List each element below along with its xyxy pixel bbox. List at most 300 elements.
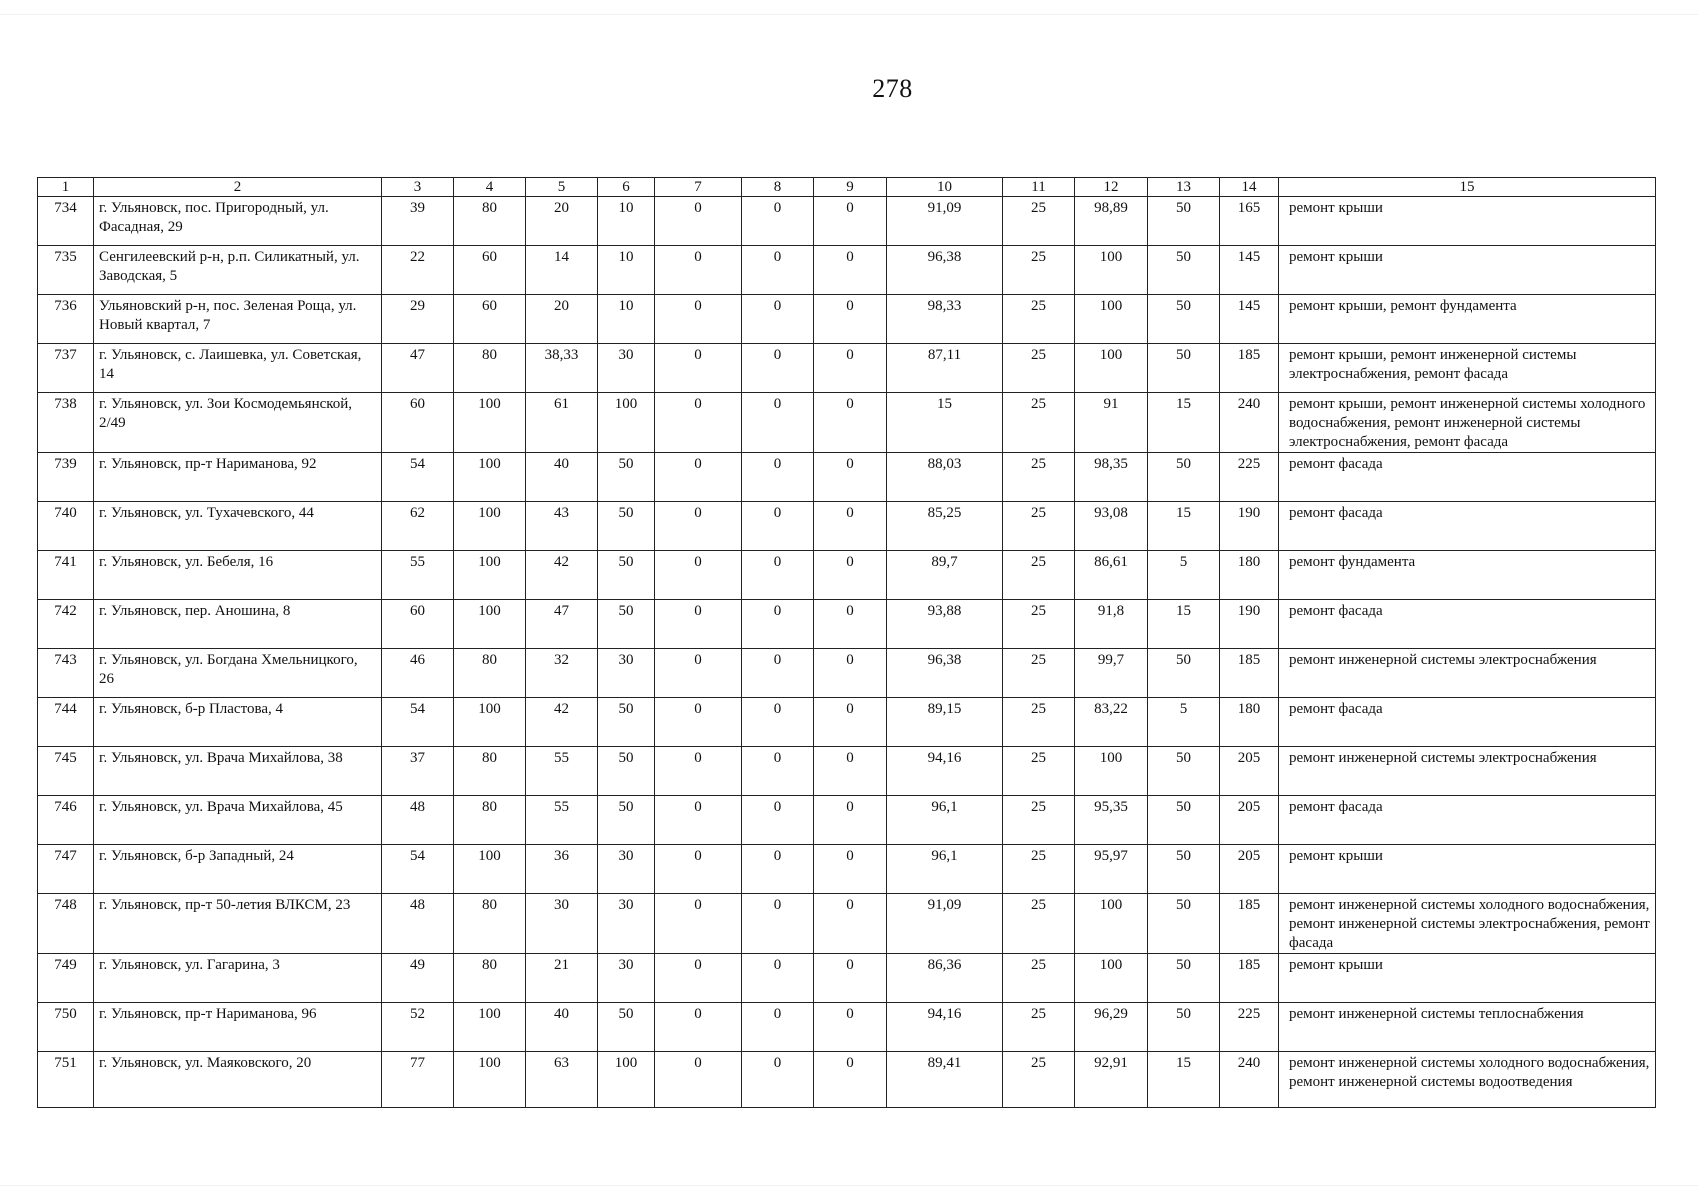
- value-cell: 46: [382, 649, 454, 698]
- value-cell: 94,16: [887, 1003, 1003, 1052]
- row-number-cell: 743: [38, 649, 94, 698]
- value-cell: 10: [598, 246, 655, 295]
- value-cell: 0: [655, 894, 742, 954]
- table-row: [38, 1052, 1656, 1108]
- value-cell: 0: [655, 197, 742, 246]
- value-cell: 5: [1148, 698, 1220, 747]
- value-cell: 30: [526, 894, 598, 954]
- column-header-9: 9: [814, 178, 887, 197]
- work-type-cell: ремонт крыши, ремонт фундамента: [1279, 295, 1656, 344]
- value-cell: 83,22: [1075, 698, 1148, 747]
- row-number-cell: 742: [38, 600, 94, 649]
- value-cell: 50: [1148, 954, 1220, 1003]
- value-cell: 100: [454, 502, 526, 551]
- value-cell: 38,33: [526, 344, 598, 393]
- value-cell: 39: [382, 197, 454, 246]
- value-cell: 15: [1148, 1052, 1220, 1108]
- value-cell: 91: [1075, 393, 1148, 453]
- value-cell: 96,1: [887, 796, 1003, 845]
- value-cell: 30: [598, 954, 655, 1003]
- value-cell: 100: [1075, 246, 1148, 295]
- value-cell: 43: [526, 502, 598, 551]
- table-row: [38, 1003, 1656, 1052]
- work-type-cell: ремонт фасада: [1279, 698, 1656, 747]
- value-cell: 60: [454, 246, 526, 295]
- column-header-8: 8: [742, 178, 814, 197]
- total-cell: 225: [1220, 1003, 1279, 1052]
- value-cell: 0: [814, 344, 887, 393]
- value-cell: 0: [814, 747, 887, 796]
- value-cell: 20: [526, 197, 598, 246]
- table-row: [38, 649, 1656, 698]
- value-cell: 0: [814, 600, 887, 649]
- total-cell: 165: [1220, 197, 1279, 246]
- column-header-14: 14: [1220, 178, 1279, 197]
- value-cell: 0: [655, 246, 742, 295]
- table-row: [38, 954, 1656, 1003]
- value-cell: 55: [526, 796, 598, 845]
- value-cell: 63: [526, 1052, 598, 1108]
- value-cell: 95,35: [1075, 796, 1148, 845]
- value-cell: 55: [382, 551, 454, 600]
- value-cell: 0: [742, 393, 814, 453]
- column-header-3: 3: [382, 178, 454, 197]
- total-cell: 185: [1220, 894, 1279, 954]
- value-cell: 29: [382, 295, 454, 344]
- address-cell: г. Ульяновск, пр-т Нариманова, 92: [94, 453, 382, 502]
- table-row: [38, 246, 1656, 295]
- total-cell: 145: [1220, 246, 1279, 295]
- value-cell: 0: [814, 698, 887, 747]
- value-cell: 50: [598, 600, 655, 649]
- total-cell: 190: [1220, 502, 1279, 551]
- value-cell: 54: [382, 453, 454, 502]
- row-number-cell: 736: [38, 295, 94, 344]
- value-cell: 0: [655, 698, 742, 747]
- value-cell: 25: [1003, 295, 1075, 344]
- value-cell: 50: [1148, 845, 1220, 894]
- value-cell: 10: [598, 295, 655, 344]
- work-type-cell: ремонт крыши: [1279, 246, 1656, 295]
- value-cell: 25: [1003, 600, 1075, 649]
- total-cell: 180: [1220, 551, 1279, 600]
- value-cell: 50: [1148, 649, 1220, 698]
- value-cell: 50: [598, 1003, 655, 1052]
- work-type-cell: ремонт фасада: [1279, 453, 1656, 502]
- value-cell: 100: [454, 1052, 526, 1108]
- column-number-row: [38, 178, 1656, 197]
- work-type-cell: ремонт крыши, ремонт инженерной системы электроснабжения, ремонт фасада: [1279, 344, 1656, 393]
- value-cell: 36: [526, 845, 598, 894]
- value-cell: 0: [814, 1052, 887, 1108]
- row-number-cell: 739: [38, 453, 94, 502]
- value-cell: 48: [382, 796, 454, 845]
- value-cell: 22: [382, 246, 454, 295]
- value-cell: 25: [1003, 747, 1075, 796]
- value-cell: 0: [742, 246, 814, 295]
- value-cell: 50: [1148, 747, 1220, 796]
- value-cell: 15: [887, 393, 1003, 453]
- table-row: [38, 796, 1656, 845]
- value-cell: 0: [655, 600, 742, 649]
- value-cell: 42: [526, 698, 598, 747]
- value-cell: 25: [1003, 246, 1075, 295]
- value-cell: 77: [382, 1052, 454, 1108]
- value-cell: 0: [742, 502, 814, 551]
- value-cell: 60: [382, 600, 454, 649]
- value-cell: 21: [526, 954, 598, 1003]
- value-cell: 100: [598, 393, 655, 453]
- value-cell: 0: [742, 1052, 814, 1108]
- value-cell: 25: [1003, 393, 1075, 453]
- row-number-cell: 741: [38, 551, 94, 600]
- column-header-2: 2: [94, 178, 382, 197]
- value-cell: 98,35: [1075, 453, 1148, 502]
- value-cell: 100: [598, 1052, 655, 1108]
- value-cell: 100: [1075, 894, 1148, 954]
- address-cell: г. Ульяновск, ул. Тухачевского, 44: [94, 502, 382, 551]
- total-cell: 180: [1220, 698, 1279, 747]
- value-cell: 91,09: [887, 197, 1003, 246]
- value-cell: 25: [1003, 796, 1075, 845]
- value-cell: 54: [382, 698, 454, 747]
- row-number-cell: 747: [38, 845, 94, 894]
- total-cell: 190: [1220, 600, 1279, 649]
- value-cell: 54: [382, 845, 454, 894]
- value-cell: 30: [598, 649, 655, 698]
- row-number-cell: 748: [38, 894, 94, 954]
- value-cell: 0: [742, 698, 814, 747]
- value-cell: 80: [454, 344, 526, 393]
- row-number-cell: 740: [38, 502, 94, 551]
- row-number-cell: 735: [38, 246, 94, 295]
- value-cell: 50: [598, 453, 655, 502]
- value-cell: 50: [1148, 894, 1220, 954]
- work-type-cell: ремонт крыши: [1279, 845, 1656, 894]
- value-cell: 0: [814, 845, 887, 894]
- value-cell: 100: [1075, 747, 1148, 796]
- value-cell: 0: [742, 453, 814, 502]
- value-cell: 20: [526, 295, 598, 344]
- value-cell: 0: [655, 295, 742, 344]
- value-cell: 37: [382, 747, 454, 796]
- value-cell: 25: [1003, 1003, 1075, 1052]
- value-cell: 15: [1148, 600, 1220, 649]
- value-cell: 0: [655, 393, 742, 453]
- value-cell: 93,08: [1075, 502, 1148, 551]
- value-cell: 50: [598, 747, 655, 796]
- value-cell: 15: [1148, 502, 1220, 551]
- address-cell: г. Ульяновск, ул. Богдана Хмельницкого, 26: [94, 649, 382, 698]
- value-cell: 0: [655, 502, 742, 551]
- scan-noise-top: [0, 14, 1698, 15]
- scan-noise-bottom: [0, 1185, 1698, 1186]
- column-header-11: 11: [1003, 178, 1075, 197]
- value-cell: 42: [526, 551, 598, 600]
- row-number-cell: 746: [38, 796, 94, 845]
- value-cell: 98,89: [1075, 197, 1148, 246]
- value-cell: 96,38: [887, 246, 1003, 295]
- value-cell: 0: [742, 796, 814, 845]
- value-cell: 25: [1003, 845, 1075, 894]
- table-row: [38, 453, 1656, 502]
- value-cell: 50: [598, 796, 655, 845]
- value-cell: 0: [742, 197, 814, 246]
- value-cell: 30: [598, 344, 655, 393]
- work-type-cell: ремонт инженерной системы электроснабжения: [1279, 649, 1656, 698]
- value-cell: 0: [742, 344, 814, 393]
- value-cell: 93,88: [887, 600, 1003, 649]
- total-cell: 205: [1220, 796, 1279, 845]
- value-cell: 25: [1003, 954, 1075, 1003]
- value-cell: 25: [1003, 197, 1075, 246]
- column-header-12: 12: [1075, 178, 1148, 197]
- value-cell: 0: [742, 551, 814, 600]
- value-cell: 50: [1148, 246, 1220, 295]
- row-number-cell: 749: [38, 954, 94, 1003]
- value-cell: 100: [454, 1003, 526, 1052]
- address-cell: г. Ульяновск, с. Лаишевка, ул. Советская, 14: [94, 344, 382, 393]
- column-header-10: 10: [887, 178, 1003, 197]
- page-number: 278: [872, 74, 913, 103]
- address-cell: г. Ульяновск, ул. Бебеля, 16: [94, 551, 382, 600]
- table-row: [38, 344, 1656, 393]
- value-cell: 80: [454, 197, 526, 246]
- address-cell: г. Ульяновск, пос. Пригородный, ул. Фасадная, 29: [94, 197, 382, 246]
- value-cell: 25: [1003, 894, 1075, 954]
- total-cell: 185: [1220, 954, 1279, 1003]
- work-type-cell: ремонт инженерной системы теплоснабжения: [1279, 1003, 1656, 1052]
- value-cell: 85,25: [887, 502, 1003, 551]
- value-cell: 98,33: [887, 295, 1003, 344]
- value-cell: 50: [1148, 344, 1220, 393]
- value-cell: 91,8: [1075, 600, 1148, 649]
- table-row: [38, 747, 1656, 796]
- value-cell: 50: [1148, 453, 1220, 502]
- value-cell: 80: [454, 954, 526, 1003]
- value-cell: 80: [454, 649, 526, 698]
- value-cell: 25: [1003, 1052, 1075, 1108]
- value-cell: 0: [655, 1003, 742, 1052]
- column-header-13: 13: [1148, 178, 1220, 197]
- value-cell: 10: [598, 197, 655, 246]
- value-cell: 92,91: [1075, 1052, 1148, 1108]
- table-row: [38, 845, 1656, 894]
- value-cell: 55: [526, 747, 598, 796]
- value-cell: 0: [655, 747, 742, 796]
- work-type-cell: ремонт крыши: [1279, 197, 1656, 246]
- address-cell: г. Ульяновск, б-р Пластова, 4: [94, 698, 382, 747]
- value-cell: 0: [814, 954, 887, 1003]
- column-header-5: 5: [526, 178, 598, 197]
- value-cell: 80: [454, 747, 526, 796]
- value-cell: 100: [1075, 295, 1148, 344]
- total-cell: 205: [1220, 747, 1279, 796]
- value-cell: 25: [1003, 551, 1075, 600]
- total-cell: 185: [1220, 649, 1279, 698]
- value-cell: 0: [814, 796, 887, 845]
- column-header-15: 15: [1279, 178, 1656, 197]
- column-header-7: 7: [655, 178, 742, 197]
- work-type-cell: ремонт инженерной системы холодного водоснабжения, ремонт инженерной системы электроснабжения, ремонт фасада: [1279, 894, 1656, 954]
- value-cell: 91,09: [887, 894, 1003, 954]
- total-cell: 240: [1220, 393, 1279, 453]
- value-cell: 50: [1148, 295, 1220, 344]
- value-cell: 0: [814, 197, 887, 246]
- value-cell: 100: [454, 698, 526, 747]
- value-cell: 50: [598, 551, 655, 600]
- value-cell: 0: [814, 894, 887, 954]
- value-cell: 15: [1148, 393, 1220, 453]
- value-cell: 50: [598, 502, 655, 551]
- value-cell: 0: [655, 344, 742, 393]
- value-cell: 0: [814, 551, 887, 600]
- value-cell: 0: [655, 649, 742, 698]
- value-cell: 25: [1003, 502, 1075, 551]
- value-cell: 99,7: [1075, 649, 1148, 698]
- table-body: [38, 197, 1656, 1108]
- repair-table: [37, 177, 1656, 1108]
- value-cell: 86,61: [1075, 551, 1148, 600]
- value-cell: 60: [454, 295, 526, 344]
- value-cell: 0: [655, 845, 742, 894]
- value-cell: 96,38: [887, 649, 1003, 698]
- row-number-cell: 734: [38, 197, 94, 246]
- address-cell: г. Ульяновск, ул. Маяковского, 20: [94, 1052, 382, 1108]
- value-cell: 25: [1003, 649, 1075, 698]
- column-header-4: 4: [454, 178, 526, 197]
- value-cell: 0: [742, 1003, 814, 1052]
- value-cell: 0: [814, 295, 887, 344]
- value-cell: 30: [598, 894, 655, 954]
- row-number-cell: 744: [38, 698, 94, 747]
- value-cell: 50: [598, 698, 655, 747]
- value-cell: 32: [526, 649, 598, 698]
- total-cell: 225: [1220, 453, 1279, 502]
- value-cell: 100: [454, 600, 526, 649]
- work-type-cell: ремонт инженерной системы электроснабжения: [1279, 747, 1656, 796]
- value-cell: 0: [655, 796, 742, 845]
- total-cell: 145: [1220, 295, 1279, 344]
- value-cell: 100: [1075, 344, 1148, 393]
- row-number-cell: 745: [38, 747, 94, 796]
- table-row: [38, 393, 1656, 453]
- work-type-cell: ремонт крыши, ремонт инженерной системы холодного водоснабжения, ремонт инженерной системы электроснабжения, ремонт фасада: [1279, 393, 1656, 453]
- column-header-6: 6: [598, 178, 655, 197]
- value-cell: 50: [1148, 796, 1220, 845]
- value-cell: 0: [742, 649, 814, 698]
- value-cell: 89,15: [887, 698, 1003, 747]
- table-row: [38, 197, 1656, 246]
- row-number-cell: 751: [38, 1052, 94, 1108]
- value-cell: 0: [814, 453, 887, 502]
- value-cell: 0: [742, 747, 814, 796]
- value-cell: 0: [742, 845, 814, 894]
- value-cell: 88,03: [887, 453, 1003, 502]
- total-cell: 240: [1220, 1052, 1279, 1108]
- address-cell: г. Ульяновск, ул. Зои Космодемьянской, 2/49: [94, 393, 382, 453]
- address-cell: Сенгилеевский р-н, р.п. Силикатный, ул. Заводская, 5: [94, 246, 382, 295]
- value-cell: 25: [1003, 344, 1075, 393]
- row-number-cell: 737: [38, 344, 94, 393]
- value-cell: 0: [655, 453, 742, 502]
- value-cell: 5: [1148, 551, 1220, 600]
- table-row: [38, 551, 1656, 600]
- total-cell: 205: [1220, 845, 1279, 894]
- value-cell: 100: [454, 845, 526, 894]
- value-cell: 50: [1148, 1003, 1220, 1052]
- value-cell: 0: [814, 246, 887, 295]
- value-cell: 86,36: [887, 954, 1003, 1003]
- work-type-cell: ремонт фасада: [1279, 600, 1656, 649]
- address-cell: г. Ульяновск, б-р Западный, 24: [94, 845, 382, 894]
- table-header: [38, 178, 1656, 197]
- value-cell: 89,41: [887, 1052, 1003, 1108]
- table-row: [38, 502, 1656, 551]
- address-cell: г. Ульяновск, пр-т 50-летия ВЛКСМ, 23: [94, 894, 382, 954]
- work-type-cell: ремонт фасада: [1279, 502, 1656, 551]
- value-cell: 0: [814, 1003, 887, 1052]
- value-cell: 60: [382, 393, 454, 453]
- value-cell: 95,97: [1075, 845, 1148, 894]
- table-row: [38, 894, 1656, 954]
- value-cell: 47: [382, 344, 454, 393]
- value-cell: 50: [1148, 197, 1220, 246]
- address-cell: г. Ульяновск, ул. Врача Михайлова, 38: [94, 747, 382, 796]
- value-cell: 80: [454, 894, 526, 954]
- value-cell: 0: [814, 649, 887, 698]
- value-cell: 96,1: [887, 845, 1003, 894]
- value-cell: 87,11: [887, 344, 1003, 393]
- address-cell: г. Ульяновск, ул. Гагарина, 3: [94, 954, 382, 1003]
- value-cell: 0: [814, 502, 887, 551]
- value-cell: 89,7: [887, 551, 1003, 600]
- value-cell: 0: [655, 551, 742, 600]
- work-type-cell: ремонт фасада: [1279, 796, 1656, 845]
- value-cell: 40: [526, 1003, 598, 1052]
- value-cell: 52: [382, 1003, 454, 1052]
- value-cell: 0: [742, 954, 814, 1003]
- value-cell: 100: [454, 453, 526, 502]
- address-cell: г. Ульяновск, пер. Аношина, 8: [94, 600, 382, 649]
- address-cell: г. Ульяновск, пр-т Нариманова, 96: [94, 1003, 382, 1052]
- row-number-cell: 738: [38, 393, 94, 453]
- address-cell: г. Ульяновск, ул. Врача Михайлова, 45: [94, 796, 382, 845]
- value-cell: 0: [742, 600, 814, 649]
- value-cell: 14: [526, 246, 598, 295]
- value-cell: 100: [454, 393, 526, 453]
- table-row: [38, 600, 1656, 649]
- value-cell: 62: [382, 502, 454, 551]
- value-cell: 100: [454, 551, 526, 600]
- work-type-cell: ремонт крыши: [1279, 954, 1656, 1003]
- value-cell: 49: [382, 954, 454, 1003]
- value-cell: 100: [1075, 954, 1148, 1003]
- value-cell: 96,29: [1075, 1003, 1148, 1052]
- repair-table-container: [37, 177, 1655, 1108]
- table-row: [38, 698, 1656, 747]
- value-cell: 80: [454, 796, 526, 845]
- value-cell: 0: [655, 954, 742, 1003]
- value-cell: 0: [742, 295, 814, 344]
- value-cell: 47: [526, 600, 598, 649]
- table-row: [38, 295, 1656, 344]
- address-cell: Ульяновский р-н, пос. Зеленая Роща, ул. Новый квартал, 7: [94, 295, 382, 344]
- work-type-cell: ремонт инженерной системы холодного водоснабжения, ремонт инженерной системы водоотведения: [1279, 1052, 1656, 1108]
- value-cell: 25: [1003, 698, 1075, 747]
- value-cell: 61: [526, 393, 598, 453]
- value-cell: 0: [814, 393, 887, 453]
